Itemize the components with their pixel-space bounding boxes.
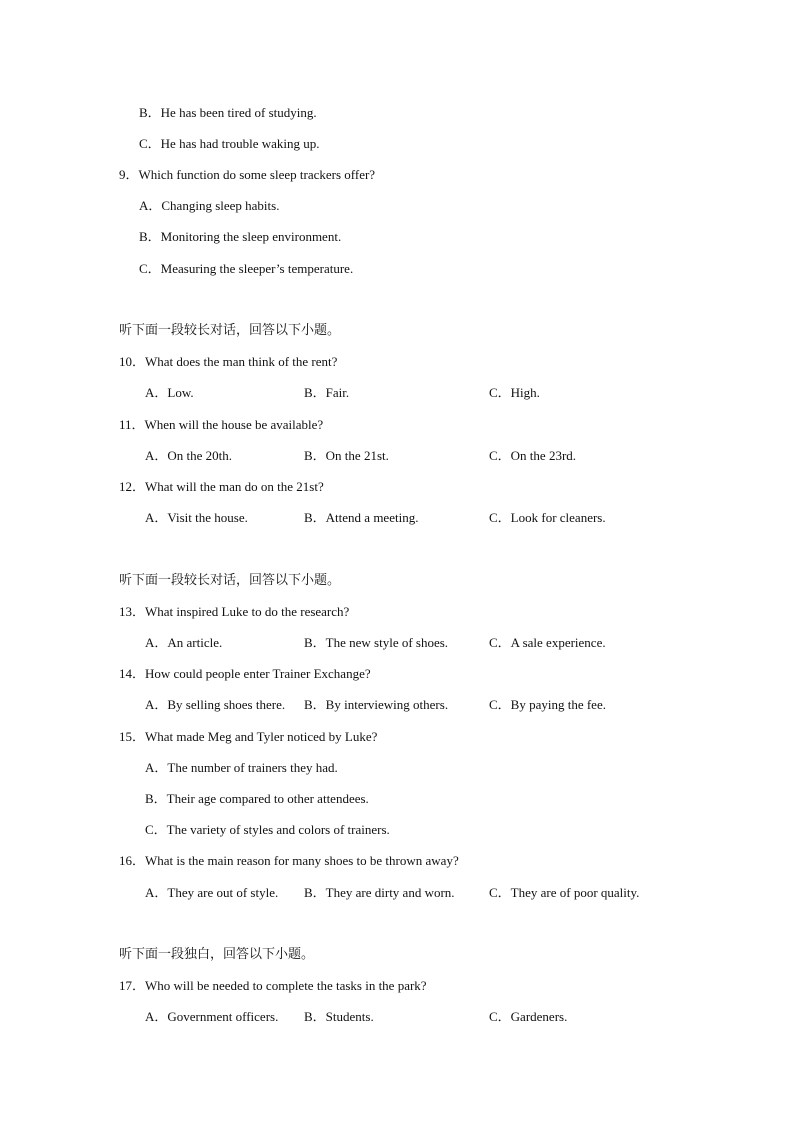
q9-stem: 9．Which function do some sleep trackers offer? bbox=[119, 167, 376, 182]
q12-option-b: B．Attend a meeting. bbox=[304, 510, 419, 525]
q11-option-c: C．On the 23rd. bbox=[489, 448, 577, 463]
q10-option-c: C．High. bbox=[489, 385, 540, 400]
q12-stem: 12．What will the man do on the 21st? bbox=[119, 479, 324, 494]
q9-option-c: C．Measuring the sleeper’s temperature. bbox=[139, 261, 354, 276]
q14-option-b: B．By interviewing others. bbox=[304, 697, 449, 712]
section-heading-1: 听下面一段较长对话，回答以下小题。 bbox=[119, 323, 341, 338]
q17-option-a: A．Government officers. bbox=[145, 1009, 279, 1024]
q17-stem: 17．Who will be needed to complete the tasks in the park? bbox=[119, 978, 427, 993]
q9-option-b: B．Monitoring the sleep environment. bbox=[139, 229, 342, 244]
q16-option-b: B．They are dirty and worn. bbox=[304, 885, 455, 900]
q12-option-a: A．Visit the house. bbox=[145, 510, 248, 525]
q11-stem: 11．When will the house be available? bbox=[119, 417, 324, 432]
q10-stem: 10．What does the man think of the rent? bbox=[119, 354, 338, 369]
q14-option-a: A．By selling shoes there. bbox=[145, 697, 286, 712]
q8-option-c: C．He has had trouble waking up. bbox=[139, 136, 320, 151]
q11-option-a: A．On the 20th. bbox=[145, 448, 233, 463]
q12-option-c: C．Look for cleaners. bbox=[489, 510, 606, 525]
q15-option-a: A．The number of trainers they had. bbox=[145, 760, 338, 775]
q15-option-c: C．The variety of styles and colors of trainers. bbox=[145, 822, 390, 837]
q14-option-c: C．By paying the fee. bbox=[489, 697, 606, 712]
q13-stem: 13．What inspired Luke to do the research? bbox=[119, 604, 350, 619]
q16-option-c: C．They are of poor quality. bbox=[489, 885, 640, 900]
section-heading-2: 听下面一段较长对话，回答以下小题。 bbox=[119, 573, 341, 588]
q16-stem: 16．What is the main reason for many shoes to be thrown away? bbox=[119, 853, 459, 868]
q16-option-a: A．They are out of style. bbox=[145, 885, 279, 900]
q10-option-b: B．Fair. bbox=[304, 385, 350, 400]
q15-stem: 15．What made Meg and Tyler noticed by Luke? bbox=[119, 729, 378, 744]
q15-option-b: B．Their age compared to other attendees. bbox=[145, 791, 369, 806]
q10-option-a: A．Low. bbox=[145, 385, 194, 400]
q13-option-a: A．An article. bbox=[145, 635, 223, 650]
q13-option-b: B．The new style of shoes. bbox=[304, 635, 449, 650]
q17-option-c: C．Gardeners. bbox=[489, 1009, 568, 1024]
q9-option-a: A．Changing sleep habits. bbox=[139, 198, 280, 213]
q13-option-c: C．A sale experience. bbox=[489, 635, 606, 650]
q8-option-b: B．He has been tired of studying. bbox=[139, 105, 317, 120]
q11-option-b: B．On the 21st. bbox=[304, 448, 389, 463]
section-heading-3: 听下面一段独白，回答以下小题。 bbox=[119, 947, 315, 962]
q17-option-b: B．Students. bbox=[304, 1009, 374, 1024]
q14-stem: 14．How could people enter Trainer Exchange? bbox=[119, 666, 371, 681]
